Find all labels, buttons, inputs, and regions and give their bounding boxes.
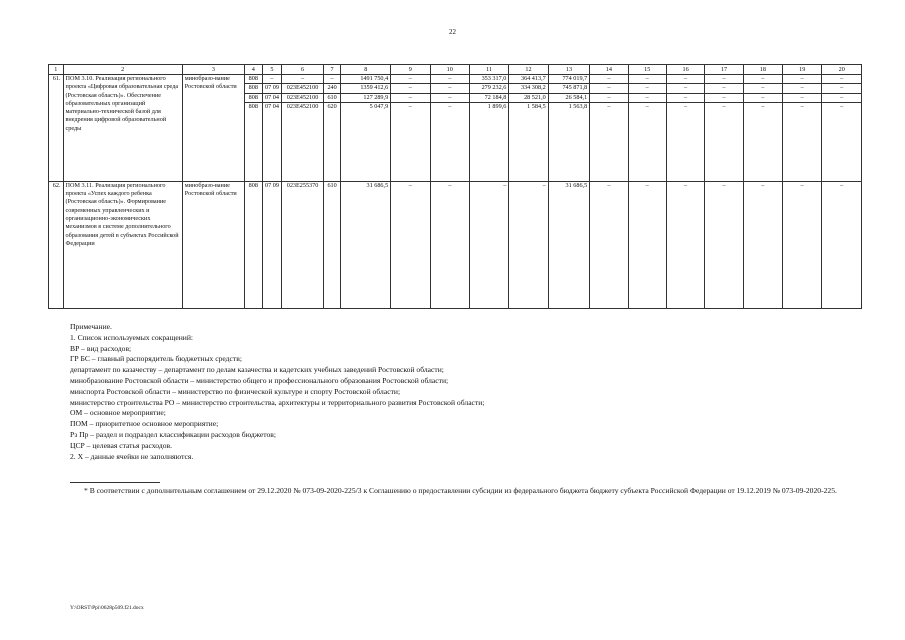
header-cell: 15 — [628, 65, 666, 75]
data-cell: 72 184,8 — [469, 93, 508, 102]
data-cell: – — [666, 75, 704, 84]
data-cell: 774 019,7 — [548, 75, 589, 84]
data-cell: – — [628, 84, 666, 93]
note-line: 2. Х – данные ячейки не заполняются. — [70, 451, 194, 461]
header-cell: 8 — [341, 65, 391, 75]
note-line: ВР – вид расходов; — [70, 343, 132, 353]
row-number: 61. — [49, 75, 64, 182]
executor: минобразо-вание Ростовской области — [182, 75, 244, 182]
note-line: ПОМ – приоритетное основное мероприятие; — [70, 419, 219, 429]
data-cell: 1359 412,6 — [341, 84, 391, 93]
data-cell: 808 — [244, 181, 262, 308]
header-cell: 20 — [822, 65, 862, 75]
header-cell: 4 — [244, 65, 262, 75]
header-cell: 10 — [430, 65, 469, 75]
note-line: Рз Пр – раздел и подраздел классификации расходов бюджетов; — [70, 429, 276, 439]
header-cell: 19 — [783, 65, 822, 75]
file-path: Y:\ORST\Ppi\0628p509.f21.docx — [70, 605, 144, 611]
data-cell: – — [391, 84, 430, 93]
data-cell: 07 09 — [262, 84, 282, 93]
data-cell: 1 899,6 — [469, 102, 508, 181]
header-cell: 6 — [282, 65, 323, 75]
data-cell: – — [822, 84, 862, 93]
executor: минобразо-вание Ростовской области — [182, 181, 244, 308]
data-cell: 31 686,5 — [341, 181, 391, 308]
data-cell: – — [666, 102, 704, 181]
note-line: ГР БС – главный распорядитель бюджетных средств; — [70, 354, 242, 364]
data-cell: – — [743, 102, 782, 181]
data-cell: – — [430, 93, 469, 102]
notes-block — [70, 322, 860, 462]
budget-table — [48, 64, 862, 309]
header-cell: 2 — [63, 65, 182, 75]
data-cell: 127 289,9 — [341, 93, 391, 102]
header-cell: 5 — [262, 65, 282, 75]
data-cell: – — [666, 93, 704, 102]
note-line: минобразование Ростовской области – министерство общего и профессионального образования Ростовской области; — [70, 375, 449, 385]
data-cell: – — [590, 102, 628, 181]
data-cell: 610 — [323, 181, 341, 308]
data-cell: 28 521,0 — [509, 93, 548, 102]
data-cell: 023Е452100 — [282, 102, 323, 181]
header-cell: 3 — [182, 65, 244, 75]
header-cell: 18 — [743, 65, 782, 75]
event-name: ПОМ 3.10. Реализация регионального проекта «Цифровая образовательная среда (Ростовская область)». Обеспечение образовательных организаций материально-технической базой для внедрения цифровой образовательной среды — [63, 75, 182, 182]
data-cell: – — [743, 75, 782, 84]
data-cell: 1491 750,4 — [341, 75, 391, 84]
data-cell: – — [391, 102, 430, 181]
data-cell: – — [743, 93, 782, 102]
data-cell: – — [822, 181, 862, 308]
data-cell: 240 — [323, 84, 341, 93]
data-cell: – — [430, 102, 469, 181]
data-cell: – — [469, 181, 508, 308]
data-cell: – — [705, 84, 743, 93]
row-number: 62. — [49, 181, 64, 308]
data-cell: – — [391, 181, 430, 308]
data-cell: – — [430, 75, 469, 84]
note-line: минспорта Ростовской области – министерство по физической культуре и спорту Ростовской области; — [70, 386, 401, 396]
note-line: министерство строительства РО – министерство строительства, архитектуры и территориального развития Ростовской области; — [70, 397, 485, 407]
data-cell: – — [391, 93, 430, 102]
note-line: ОМ – основное мероприятие; — [70, 408, 166, 418]
data-cell: – — [590, 75, 628, 84]
data-cell: – — [783, 181, 822, 308]
event-name: ПОМ 3.11. Реализация регионального проекта «Успех каждого ребенка (Ростовская область)». Формирование современных управленческих и организационно-экономических механизмов в системе дополнительного образования детей в субъектах Российской Федерации — [63, 181, 182, 308]
data-cell: – — [666, 181, 704, 308]
data-cell: – — [509, 181, 548, 308]
data-cell: 023Е452100 — [282, 93, 323, 102]
data-cell: 808 — [244, 84, 262, 93]
data-cell: 1 563,8 — [548, 102, 589, 181]
table-header-row — [49, 65, 862, 75]
footnote: * В соответствии с дополнительным соглашением от 29.12.2020 № 073-09-2020-225/3 к Соглашению о предоставлении субсидии из федерального бюджета бюджету субъекта Российской Федерации от 19.12.2019 № 073-09-2020-225. — [84, 486, 837, 495]
header-cell: 12 — [509, 65, 548, 75]
data-cell: 07 09 — [262, 181, 282, 308]
data-cell: – — [430, 84, 469, 93]
data-cell: – — [705, 102, 743, 181]
data-cell: 1 584,5 — [509, 102, 548, 181]
data-cell: – — [822, 102, 862, 181]
data-cell: – — [262, 75, 282, 84]
header-cell: 9 — [391, 65, 430, 75]
table-row — [49, 75, 862, 84]
data-cell: 07 04 — [262, 102, 282, 181]
data-cell: 808 — [244, 75, 262, 84]
data-cell: 5 047,9 — [341, 102, 391, 181]
data-cell: 808 — [244, 93, 262, 102]
data-cell: – — [666, 84, 704, 93]
header-cell: 7 — [323, 65, 341, 75]
data-cell: 31 686,5 — [548, 181, 589, 308]
data-cell: 334 308,2 — [509, 84, 548, 93]
data-cell: – — [282, 75, 323, 84]
data-cell: – — [783, 102, 822, 181]
data-cell: – — [628, 181, 666, 308]
data-cell: – — [590, 93, 628, 102]
data-cell: – — [430, 181, 469, 308]
data-cell: – — [323, 75, 341, 84]
data-cell: – — [783, 75, 822, 84]
data-cell: – — [705, 75, 743, 84]
data-cell: – — [705, 181, 743, 308]
data-cell: 26 584,1 — [548, 93, 589, 102]
note-line: ЦСР – целевая статья расходов. — [70, 440, 173, 450]
data-cell: 620 — [323, 102, 341, 181]
table-body — [49, 75, 862, 309]
header-cell: 13 — [548, 65, 589, 75]
data-cell: – — [628, 75, 666, 84]
data-cell: – — [705, 93, 743, 102]
data-cell: – — [783, 93, 822, 102]
data-cell: 808 — [244, 102, 262, 181]
data-cell: 07 04 — [262, 93, 282, 102]
data-cell: 610 — [323, 93, 341, 102]
data-cell: – — [743, 84, 782, 93]
data-cell: – — [822, 93, 862, 102]
data-cell: – — [628, 93, 666, 102]
table-row — [49, 181, 862, 308]
data-cell: 023Е255370 — [282, 181, 323, 308]
header-cell: 17 — [705, 65, 743, 75]
data-cell: – — [743, 181, 782, 308]
data-cell: 745 871,8 — [548, 84, 589, 93]
data-cell: – — [391, 75, 430, 84]
data-cell: – — [590, 181, 628, 308]
note-line: 1. Список используемых сокращений: — [70, 332, 194, 342]
data-cell: – — [590, 84, 628, 93]
data-cell: 364 413,7 — [509, 75, 548, 84]
data-cell: – — [783, 84, 822, 93]
budget-table-container — [48, 64, 862, 309]
data-cell: – — [628, 102, 666, 181]
data-cell: 023Е452100 — [282, 84, 323, 93]
note-line: Примечание. — [70, 322, 112, 331]
data-cell: – — [822, 75, 862, 84]
footnote-separator — [70, 482, 160, 483]
page-number: 22 — [449, 28, 456, 36]
data-cell: 279 232,6 — [469, 84, 508, 93]
header-cell: 16 — [666, 65, 704, 75]
header-cell: 1 — [49, 65, 64, 75]
data-cell: 353 317,0 — [469, 75, 508, 84]
header-cell: 14 — [590, 65, 628, 75]
header-cell: 11 — [469, 65, 508, 75]
note-line: департамент по казачеству – департамент по делам казачества и кадетских учебных заведений Ростовской области; — [70, 365, 444, 375]
